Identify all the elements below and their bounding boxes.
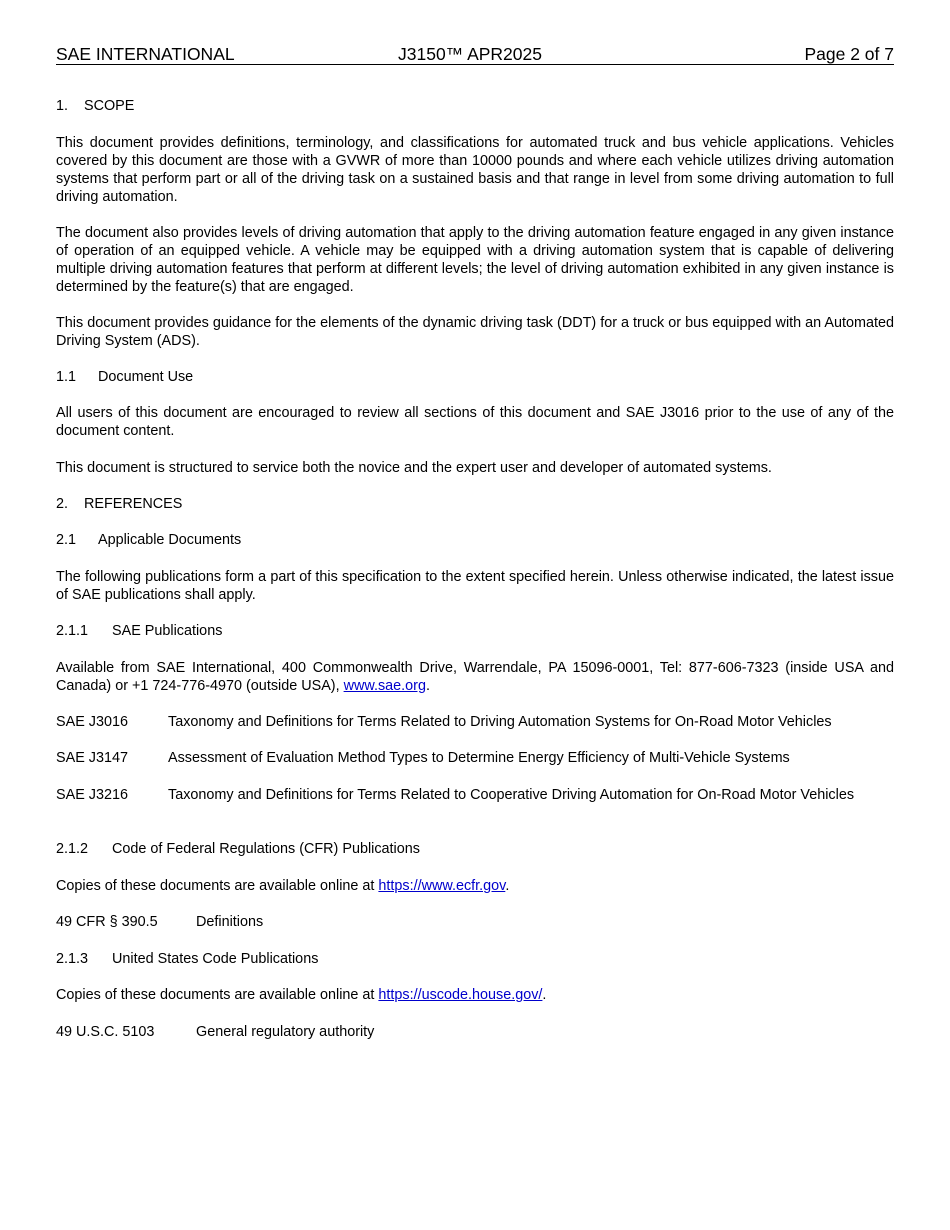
usc-paragraph bbox=[56, 986, 894, 1004]
sae-website-link[interactable]: www.sae.org bbox=[343, 678, 426, 694]
paragraph-text: Copies of these documents are available online at bbox=[56, 987, 379, 1003]
scope-paragraph-1: This document provides definitions, terminology, and classifications for automated truck and bus vehicle applications. Vehicles covered by this document are those with a GVWR of more than 10000 pounds and where each vehicle utilizes driving automation systems that perform part or all of the driving task on a sustained basis and that range in level from some driving automation to full driving automation. bbox=[56, 135, 894, 205]
reference-title: Assessment of Evaluation Method Types to Determine Energy Efficiency of Multi-Vehicle Systems bbox=[168, 750, 790, 766]
reference-code: SAE J3016 bbox=[56, 714, 129, 730]
section-number: 2.1.2 bbox=[56, 841, 89, 857]
applicable-documents-paragraph: The following publications form a part of this specification to the extent specified herein. Unless otherwise indicated, the latest issue of SAE publications shall apply. bbox=[56, 569, 894, 603]
reference-title: General regulatory authority bbox=[196, 1024, 375, 1040]
paragraph-text-end: . bbox=[542, 987, 547, 1003]
document-page bbox=[56, 44, 894, 1040]
scope-paragraph-3: This document provides guidance for the elements of the dynamic driving task (DDT) for a truck or bus equipped with an Automated Driving System (ADS). bbox=[56, 315, 894, 349]
reference-title: Taxonomy and Definitions for Terms Related to Cooperative Driving Automation for On-Road Motor Vehicles bbox=[168, 787, 855, 803]
ecfr-link[interactable]: https://www.ecfr.gov bbox=[378, 878, 506, 894]
section-1-1-heading bbox=[56, 368, 894, 386]
section-title: United States Code Publications bbox=[112, 951, 319, 967]
section-2-1-2-heading bbox=[56, 840, 894, 858]
section-title: Code of Federal Regulations (CFR) Publications bbox=[112, 841, 420, 857]
cfr-paragraph bbox=[56, 877, 894, 895]
reference-title: Taxonomy and Definitions for Terms Related to Driving Automation Systems for On-Road Motor Vehicles bbox=[168, 714, 832, 730]
paragraph-text: Available from SAE International, 400 Commonwealth Drive, Warrendale, PA 15096-0001, Tel: 877-606-7323 (inside USA and Canada) or +1 724-776-4970 (outside USA), bbox=[56, 660, 894, 694]
paragraph-text: Copies of these documents are available online at bbox=[56, 878, 379, 894]
sae-publications-paragraph bbox=[56, 659, 894, 695]
reference-entry bbox=[56, 1023, 894, 1041]
section-number: 2.1.1 bbox=[56, 623, 89, 639]
section-2-1-heading bbox=[56, 531, 894, 549]
section-title: Document Use bbox=[98, 369, 194, 385]
reference-entry bbox=[56, 749, 894, 767]
section-number: 1. bbox=[56, 98, 69, 114]
section-title: SCOPE bbox=[84, 98, 135, 114]
header-page-number: Page 2 of 7 bbox=[804, 44, 894, 64]
section-number: 2.1.3 bbox=[56, 951, 89, 967]
section-number: 1.1 bbox=[56, 369, 77, 385]
page-header bbox=[56, 44, 894, 65]
section-title: REFERENCES bbox=[84, 496, 183, 512]
document-use-paragraph-2: This document is structured to service both the novice and the expert user and developer of automated systems. bbox=[56, 460, 772, 476]
section-2-1-1-heading bbox=[56, 622, 894, 640]
paragraph-text-end: . bbox=[425, 678, 430, 694]
reference-title: Definitions bbox=[196, 914, 264, 930]
reference-code: SAE J3216 bbox=[56, 787, 129, 803]
reference-code: 49 U.S.C. 5103 bbox=[56, 1024, 155, 1040]
section-title: SAE Publications bbox=[112, 623, 223, 639]
paragraph-text-end: . bbox=[505, 878, 510, 894]
reference-entry bbox=[56, 913, 894, 931]
section-title: Applicable Documents bbox=[98, 532, 242, 548]
scope-paragraph-2: The document also provides levels of driving automation that apply to the driving automation feature engaged in any given instance of operation of an equipped vehicle. A vehicle may be equipped with a driving automation system that is capable of delivering multiple driving automation features that perform at different levels; the level of driving automation exhibited in any given instance is determined by the feature(s) that are engaged. bbox=[56, 225, 894, 295]
section-1-heading bbox=[56, 97, 894, 115]
section-2-1-3-heading bbox=[56, 950, 894, 968]
section-2-heading bbox=[56, 495, 894, 513]
header-org: SAE INTERNATIONAL bbox=[56, 44, 235, 64]
reference-entry bbox=[56, 786, 894, 804]
section-number: 2.1 bbox=[56, 532, 77, 548]
section-number: 2. bbox=[56, 496, 69, 512]
reference-code: 49 CFR § 390.5 bbox=[56, 914, 158, 930]
header-doc-id: J3150™ APR2025 bbox=[398, 44, 542, 64]
reference-entry bbox=[56, 713, 894, 731]
document-use-paragraph-1: All users of this document are encouraged to review all sections of this document and SAE J3016 prior to the use of any of the document content. bbox=[56, 405, 894, 439]
reference-code: SAE J3147 bbox=[56, 750, 129, 766]
uscode-link[interactable]: https://uscode.house.gov/ bbox=[378, 987, 543, 1003]
